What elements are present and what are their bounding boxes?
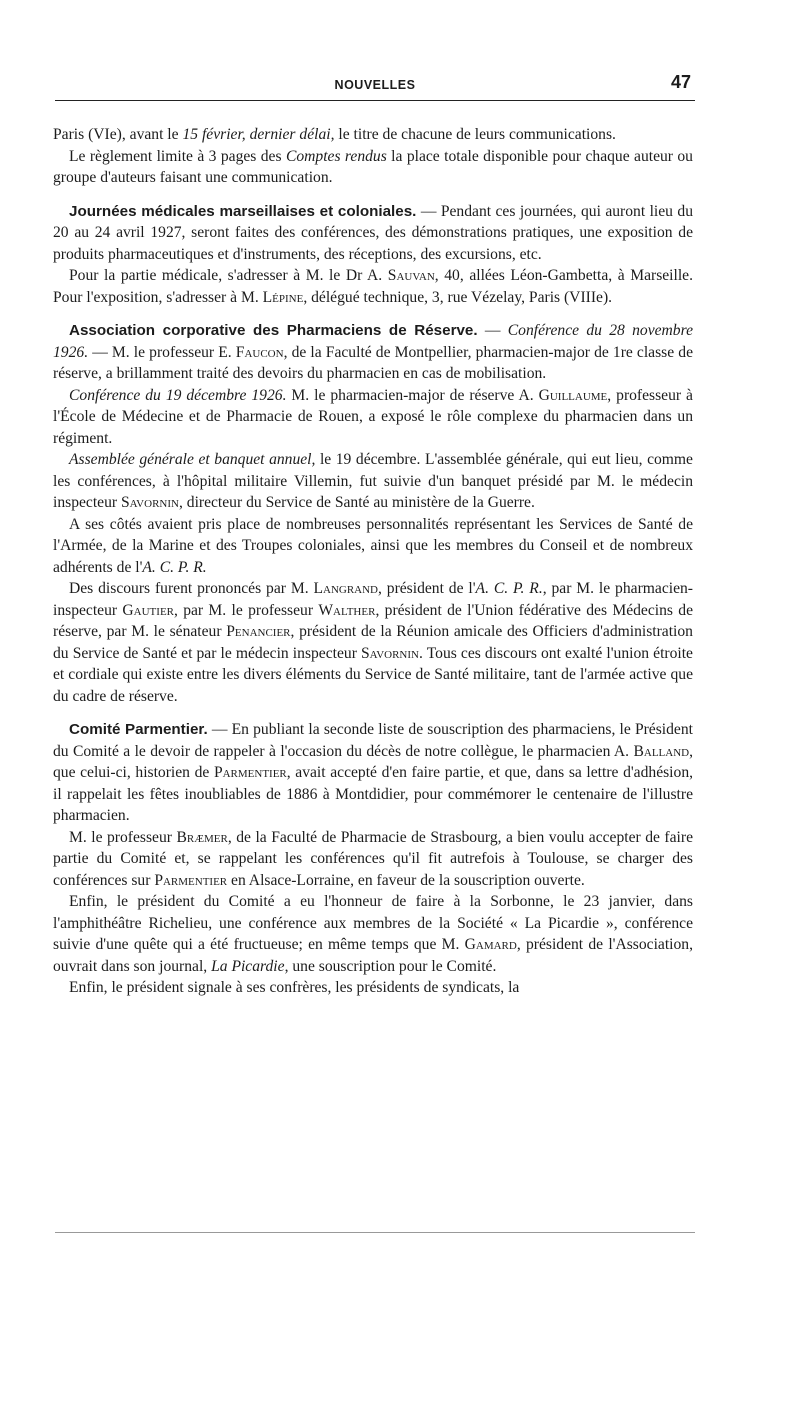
comite-paragraph-3: Enfin, le président du Comité a eu l'honneur de faire à la Sorbonne, le 23 janvier, dans l'amphithéâtre Richelieu, une conférence aux membres de la Société « La Picardie », conférence suivie d'une quête qui a été fructueuse; en même temps que M. Gamard, président de l'Association, ouvrait dans son journal, La Picardie, une souscription pour le Comité. [53,893,693,975]
association-paragraph-3: Assemblée générale et banquet annuel, le 19 décembre. L'assemblée générale, qui eut lieu, comme les conférences, à l'hôpital militaire Villemin, fut suivie d'un banquet présidé par M. le médecin inspecteur Savornin, directeur du Service de Santé au ministère de la Guerre. [53,451,693,511]
journees-paragraph-2: Pour la partie médicale, s'adresser à M. le Dr A. Sauvan, 40, allées Léon-Gambetta, à Marseille. Pour l'exposition, s'adresser à M. Lépine, délégué technique, 3, rue Vézelay, Paris (VIIIe). [53,267,693,306]
intro-paragraph-1: Paris (VIe), avant le 15 février, dernier délai, le titre de chacune de leurs communications. [53,126,616,143]
comite-paragraph-2: M. le professeur Bræmer, de la Faculté de Pharmacie de Strasbourg, a bien voulu accepter de faire partie du Comité et, se rappelant les conférences qu'il fit autrefois à Toulouse, se charger des conférences sur Parmentier en Alsace-Lorraine, en faveur de la souscription ouverte. [53,828,693,889]
comite-paragraph-4: Enfin, le président signale à ses confrères, les présidents de syndicats, la [69,979,520,996]
association-paragraph-1: Association corporative des Pharmaciens de Réserve. — Conférence du 28 novembre 1926. — M. le professeur E. Faucon, de la Faculté de Montpellier, pharmacien-major de 1re classe de réserve, a brillamment traité des devoirs du pharmacien en cas de mobilisation. [53,322,694,382]
journees-paragraph-1: Journées médicales marseillaises et coloniales. — Pendant ces journées, qui auront lieu du 20 au 24 avril 1927, seront faites des conférences, des démonstrations pratiques, une exposition de produits pharmaceutiques et d'instruments, des réceptions, des excursions, etc. [53,202,693,263]
comite-paragraph-1: Comité Parmentier. — En publiant la seconde liste de souscription des pharmaciens, le Président du Comité a le devoir de rappeler à l'occasion du décès de notre collègue, le pharmacien A. Balland, que celui-ci, historien de Parmentier, avait accepté d'en faire partie, et que, dans sa lettre d'adhésion, il rappelait les fêtes inoubliables de 1886 à Montdidier, pour commémorer le centenaire de l'illustre pharmacien. [53,721,694,824]
page-body [53,124,693,999]
section-heading-comite: Comité Parmentier. [69,721,208,738]
running-title: NOUVELLES [334,78,416,92]
intro-paragraph-2: Le règlement limite à 3 pages des Comptes rendus la place totale disponible pour chaque auteur ou groupe d'auteurs faisant une communication. [53,147,693,186]
page-number: 47 [670,72,691,92]
deadline-date: 15 février, dernier délai, [182,126,335,143]
bottom-rule [55,1232,695,1233]
section-journees [53,201,693,309]
page-header [55,70,695,101]
association-paragraph-5: Des discours furent prononcés par M. Langrand, président de l'A. C. P. R., par M. le pharmacien-inspecteur Gautier, par M. le professeur Walther, président de l'Union fédérative des Médecins de réserve, par M. le sénateur Penancier, président de la Réunion amicale des Officiers d'administration du Service de Santé et par le médecin inspecteur Savornin. Tous ces discours ont exalté l'union étroite et cordiale qui existe entre les divers éléments du Service de Santé militaire, tant de l'armée active que du cadre de réserve. [53,580,693,705]
association-paragraph-2: Conférence du 19 décembre 1926. M. le pharmacien-major de réserve A. Guillaume, professeur à l'École de Médecine et de Pharmacie de Rouen, a exposé le rôle complexe du pharmacien dans un régiment. [53,386,693,447]
section-association [53,320,693,707]
association-paragraph-4: A ses côtés avaient pris place de nombreuses personnalités représentant les Services de Santé de l'Armée, de la Marine et des Troupes coloniales, ainsi que les membres du Conseil et de nombreux adhérents de l'A. C. P. R. [53,515,693,576]
section-heading-journees: Journées médicales marseillaises et coloniales. [69,202,417,220]
section-comite [53,719,693,999]
section-heading-association: Association corporative des Pharmaciens de Réserve. [69,322,478,339]
